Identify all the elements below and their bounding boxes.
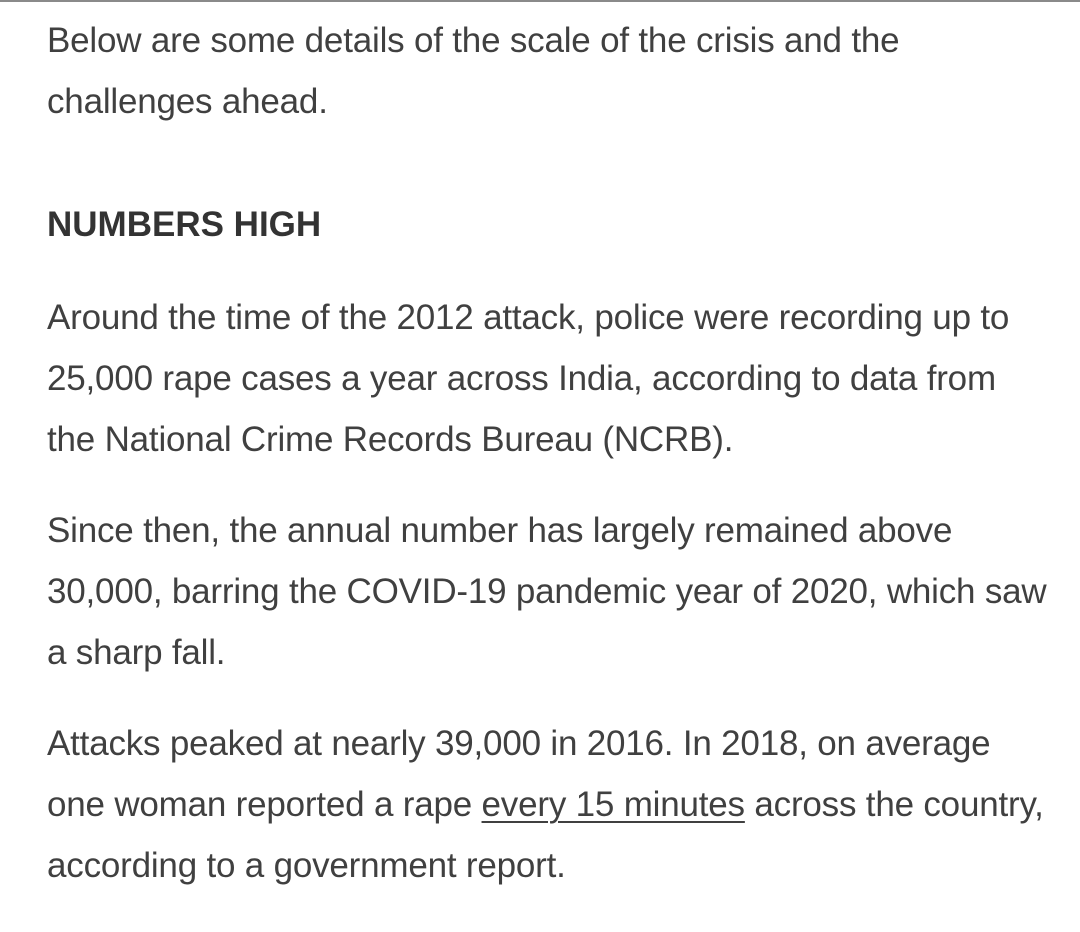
every-15-minutes-link[interactable]: every 15 minutes — [481, 785, 745, 824]
top-divider — [0, 0, 1080, 2]
paragraph-peak-text-after: across the country, according to a government report. — [47, 785, 1044, 885]
paragraph-since-then: Since then, the annual number has largely remained above 30,000, barring the COVID-19 pandemic year of 2020, which saw a sharp fall. — [47, 511, 1047, 672]
article-body — [47, 10, 1047, 896]
paragraph-2012-attack: Around the time of the 2012 attack, police were recording up to 25,000 rape cases a year across India, according to data from the National Crime Records Bureau (NCRB). — [47, 298, 1010, 459]
intro-paragraph: Below are some details of the scale of the crisis and the challenges ahead. — [47, 21, 900, 121]
paragraph-peak — [47, 713, 1047, 896]
paragraph-peak-text-before: Attacks peaked at nearly 39,000 in 2016. In 2018, on average one woman reported a rape — [47, 724, 991, 824]
section-heading: NUMBERS HIGH — [47, 205, 322, 244]
